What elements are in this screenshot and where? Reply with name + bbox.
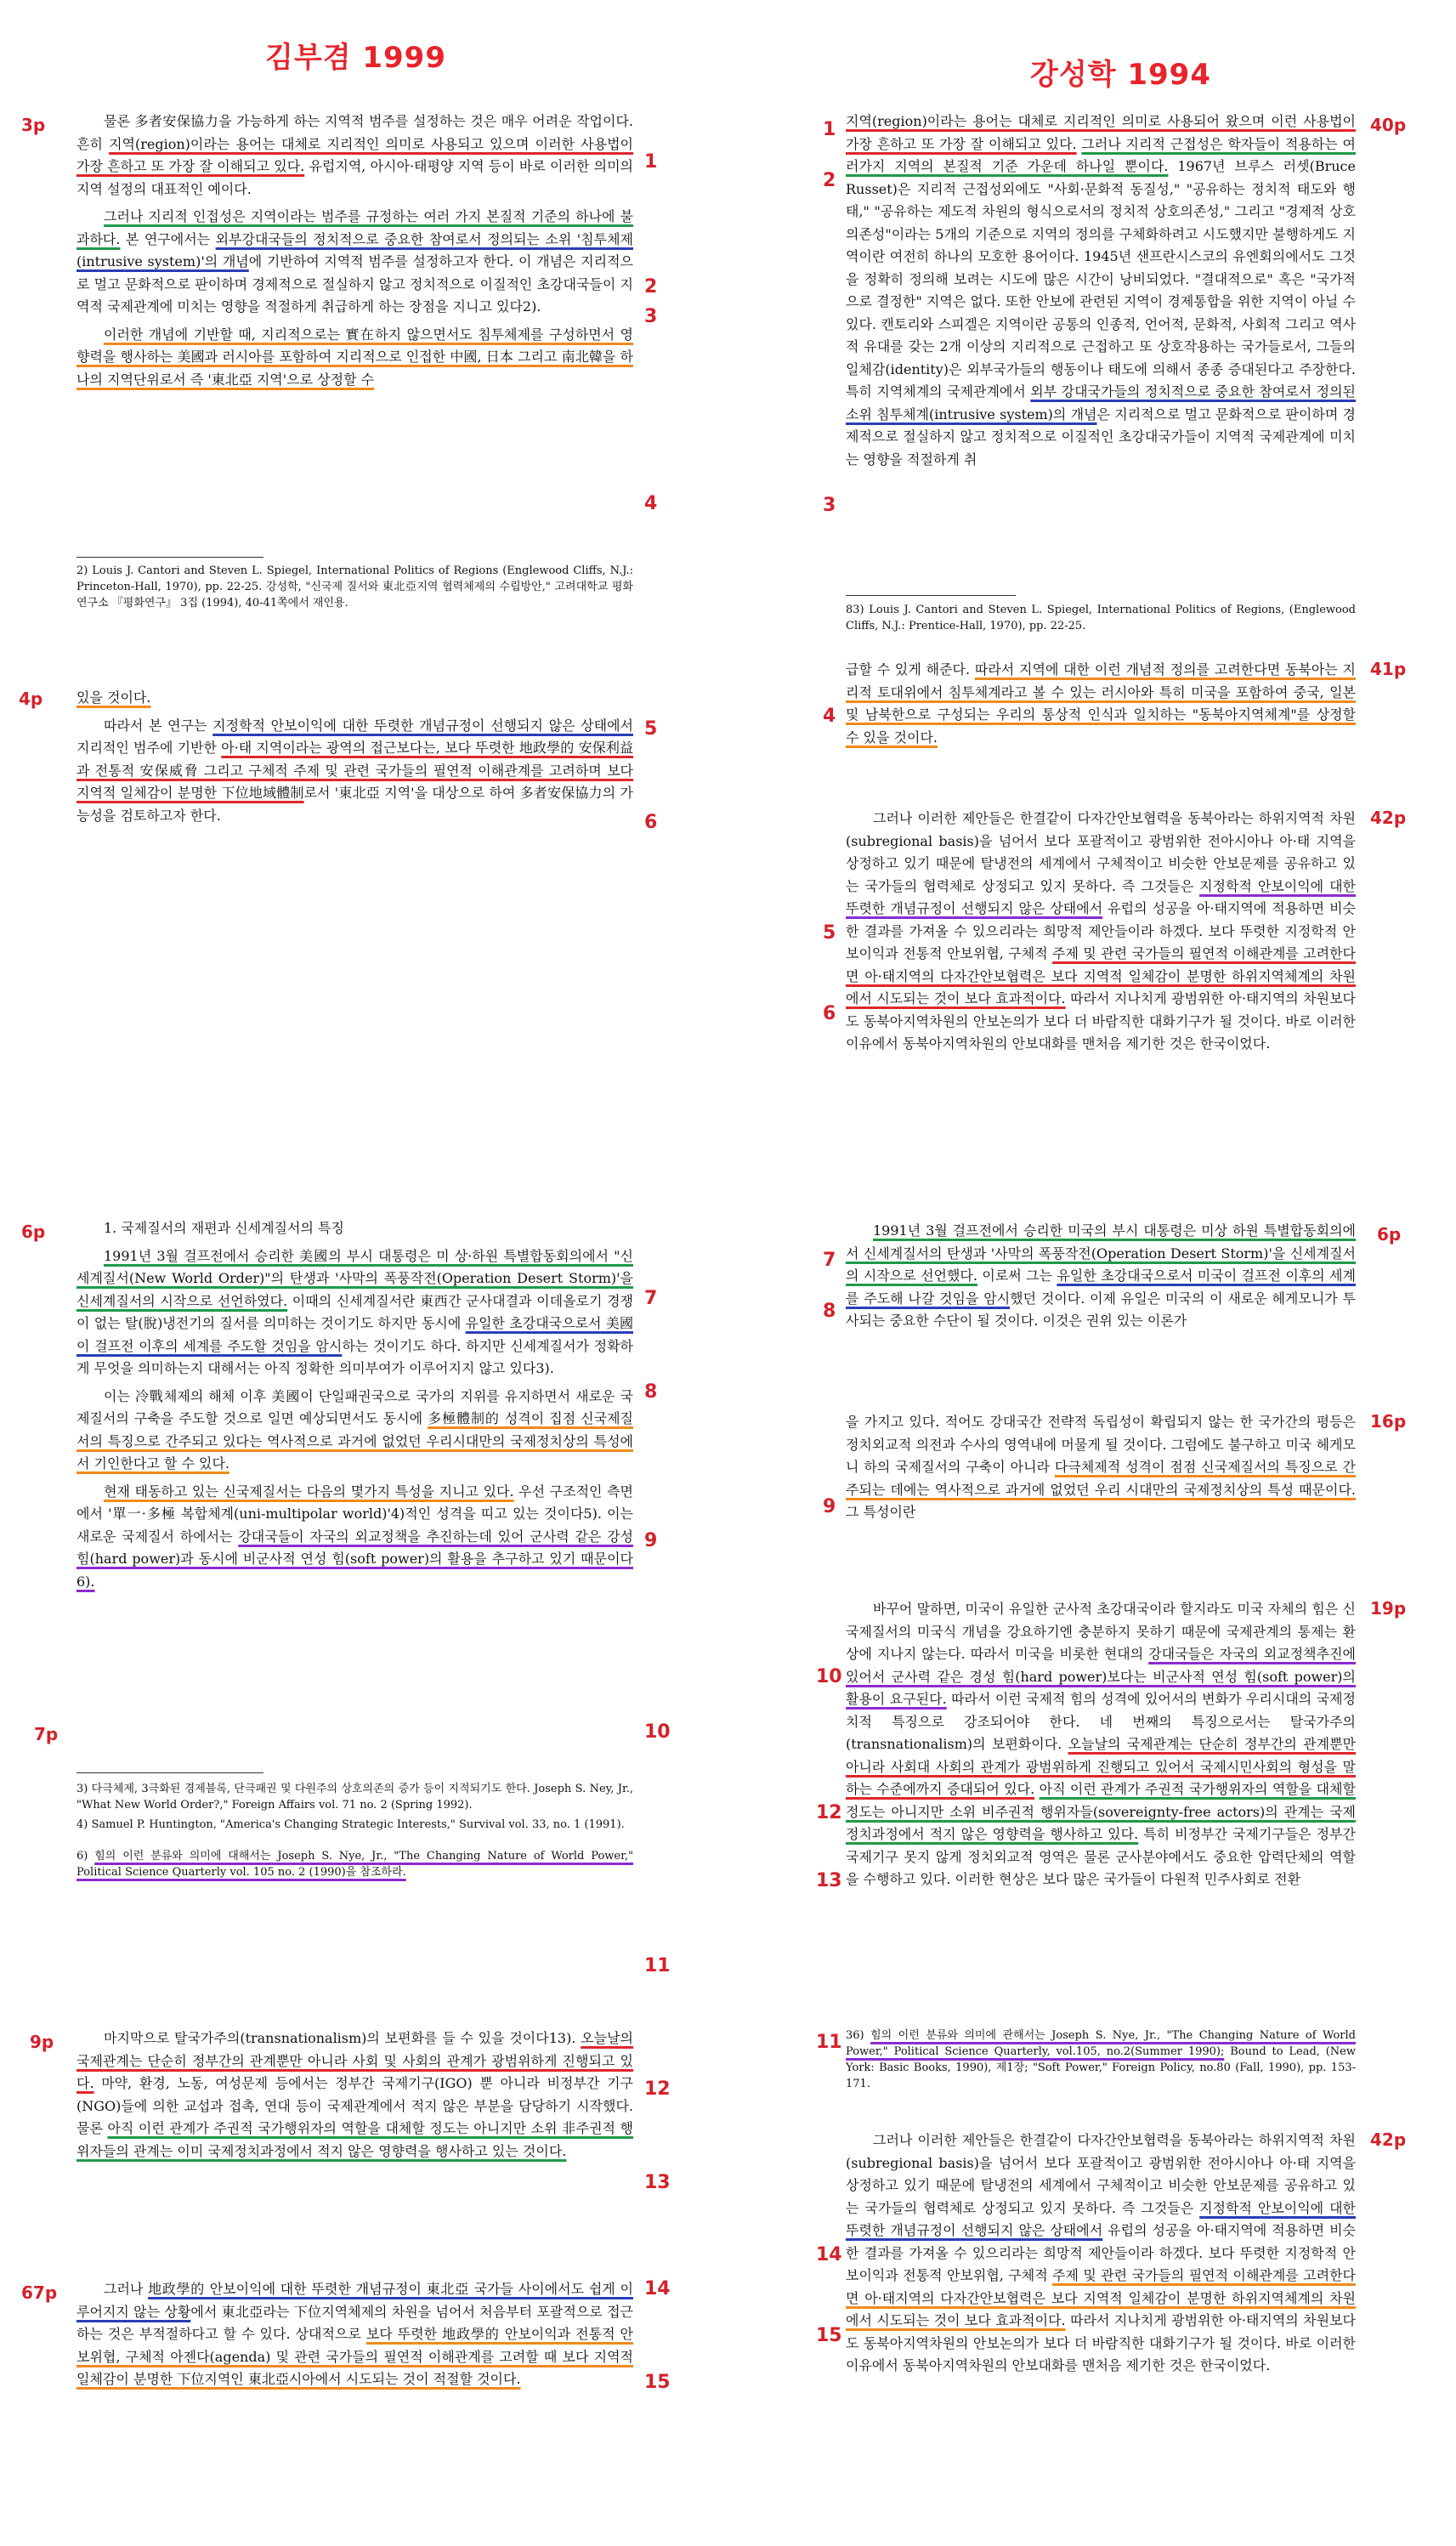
left-num-2: 2 <box>644 276 658 298</box>
right-num-5: 5 <box>823 922 836 944</box>
right-num-1: 1 <box>823 119 836 140</box>
left-block-3p <box>76 111 633 553</box>
left-footnote-4: 4) Samuel P. Huntington, "America's Changing Strategic Interests," Survival vol. 33, no. 1 (1991). <box>76 1818 625 1831</box>
left-num-11: 11 <box>644 1955 671 1976</box>
right-num-11: 11 <box>816 2032 842 2053</box>
right-title: 강성학 1994 <box>1030 58 1211 92</box>
left-page-67p: 67p <box>21 2282 58 2303</box>
right-42p-para-1: 그러나 이러한 제안들은 한결같이 다자간안보협력을 동북아라는 하위지역적 차원(subregional basis)을 넘어서 보다 포괄적이고 광범위한 전아시아나 아·태 지역을 상정하고 있기 때문에 탈냉전의 세계에서 구체적이고 비슷한 안보문제를 공유하고 있는 국가들의 협력체로 상정되고 있지 못하다. 즉 그것들은 지정학적 안보이익에 대한 뚜렷한 개념규정이 선행되지 않은 상태에서 유럽의 성공을 아·태지역에 적용하면 비슷한 결과를 가져올 수 있으리라는 희망적 제안들이라 하겠다. 보다 뚜렷한 지정학적 안보이익과 전통적 안보위협, 구체적 주제 및 관련 국가들의 필연적 이해관계를 고려한다면 아·태지역의 다자간안보협력은 보다 지역적 일체감이 분명한 하위지역체계의 차원에서 시도되는 것이 보다 효과적이다. 따라서 지나치게 광범위한 아·태지역의 차원보다도 동북아지역차원의 안보논의가 보다 더 바람직한 대화기구가 될 것이다. 바로 이러한 이유에서 동북아지역차원의 안보대화를 맨처음 제기한 것은 한국이었다. <box>846 810 1356 1052</box>
right-block-40p <box>846 111 1356 591</box>
left-page-3p: 3p <box>21 115 46 135</box>
right-footnote-36: 36) 힘의 이런 분류와 의미에 관해서는 Joseph S. Nye, Jr., "The Changing Nature of World Power," Political Science Quarterly, vol.105, no.2(Summer 1990); Bound to Lead, (New York: Basic Books, 1990), 제1장; "Soft Power," Foreign Policy, no.80 (Fall, 1990), pp. 153-171. <box>846 2029 1356 2090</box>
left-3p-para-2: 그러나 지리적 인접성은 지역이라는 범주를 규정하는 여러 가지 본질적 기준의 하나에 불과하다. 본 연구에서는 외부강대국들의 정치적으로 중요한 참여로서 정의되는 소위 '침투체제(intrusive system)'의 개념에 기반하여 지역적 범주를 설정하고자 한다. 이 개념은 지리적으로 멀고 문화적으로 판이하며 경제적으로 절실하지 않고 정치적으로 이질적인 초강대국들이 지역적 국제관계에 미치는 영향을 적절하게 취급하게 하는 장점을 지니고 있다2). <box>76 208 633 315</box>
right-num-13: 13 <box>816 1870 842 1891</box>
right-40p-footnotes <box>846 602 1356 653</box>
right-num-2: 2 <box>823 170 836 191</box>
left-num-7: 7 <box>644 1288 658 1309</box>
left-67p-para-1: 그러나 地政學的 안보이익에 대한 뚜렷한 개념규정이 東北亞 국가들 사이에서도 쉽게 이루어지지 않는 상황에서 東北亞라는 下位지역체제의 차원을 넘어서 처음부터 포괄적으로 접근하는 것은 부적절하다고 할 수 있다. 상대적으로 보다 뚜렷한 地政學的 안보이익과 전통적 안보위협, 구체적 아젠다(agenda) 및 관련 국가들의 필연적 이해관계를 고려할 때 보다 지역적 일체감이 분명한 下位지역인 東北亞시아에서 시도되는 것이 적절할 것이다. <box>76 2281 633 2387</box>
left-footnote-2: 2) Louis J. Cantori and Steven L. Spiegel, International Politics of Regions (Englewood Cliffs, N.J.: Princeton-Hall, 1970), pp. 22-25. 강성학, "신국제 질서와 東北亞지역 협력체제의 수립방안," 고려대학교 평화연구소 『평화연구』 3집 (1994), 40-41쪽에서 재인용. <box>76 564 633 610</box>
left-6p-footnote-rule <box>76 1772 263 1773</box>
left-6p-para-2: 이는 冷戰체제의 해체 이후 美國이 단일패권국으로 국가의 지위를 유지하면서 새로운 국제질서의 구축을 주도할 것으로 일면 예상되면서도 동시에 多極體制的 성격이 집점 신국제질서의 특징으로 간주되고 있다는 역사적으로 과거에 없었던 우리시대만의 국제정치상의 특성에서 기인한다고 할 수 있다. <box>76 1387 633 1471</box>
left-page-4p: 4p <box>19 689 43 709</box>
right-num-3: 3 <box>823 495 836 516</box>
right-page-19p: 19p <box>1370 1598 1407 1619</box>
left-num-14: 14 <box>644 2278 671 2299</box>
left-num-4: 4 <box>644 493 658 514</box>
left-page-7p: 7p <box>34 1724 59 1744</box>
left-3p-footnote-rule <box>76 557 263 558</box>
right-footnote-83: 83) Louis J. Cantori and Steven L. Spiegel, International Politics of Regions, (Englewood Cliffs, N.J.: Prentice-Hall, 1970), pp. 22-25. <box>846 604 1356 632</box>
left-num-8: 8 <box>644 1381 658 1403</box>
right-6p-para-1: 1991년 3월 걸프전에서 승리한 미국의 부시 대통령은 미상 하원 특별합동회의에서 신세계질서의 탄생과 '사막의 폭풍작전(Operation Desert Storm)'을 신세계질서의 시작으로 선언했다. 이로써 그는 유일한 초강대국으로서 미국이 걸프전 이후의 세계를 주도해 나갈 것임을 암시했던 것이다. 이제 유일은 미국의 이 새로운 헤게모니가 투사되는 중요한 수단이 될 것이다. 이것은 권위 있는 이론가 <box>846 1222 1356 1329</box>
left-4p-para-2: 따라서 본 연구는 지정학적 안보이익에 대한 뚜렷한 개념규정이 선행되지 않은 상태에서 지리적인 범주에 기반한 아·태 지역이라는 광역의 접근보다는, 보다 뚜렷한 地政學的 安保利益과 전통적 安保威脅 그리고 구체적 주제 및 관련 국가들의 필연적 이해관계를 고려하며 보다 지역적 일체감이 분명한 下位地域體制로서 '東北亞 지역'을 대상으로 하여 多者安保協力의 가능성을 검토하고자 한다. <box>76 717 633 824</box>
left-3p-para-1: 물론 多者安保協力을 가능하게 하는 지역적 범주를 설정하는 것은 매우 어려운 작업이다. 흔히 지역(region)이라는 용어는 대체로 지리적인 의미로 사용되고 있으며 이러한 사용법이 가장 흔하고 또 가장 잘 이해되고 있다. 유럽지역, 아시아·태평양 지역 등이 바로 이러한 의미의 지역 설정의 대표적인 예이다. <box>76 113 633 197</box>
right-num-15: 15 <box>816 2325 842 2346</box>
right-16p-para-1: 을 가지고 있다. 적어도 강대국간 전략적 독립성이 확립되지 않는 한 국가간의 평등은 정치외교적 의전과 수사의 영역내에 머물게 될 것이다. 그럼에도 불구하고 미국 헤게모니 하의 국제질서의 구축이 아니라 다극체제적 성격이 점점 신국제질서의 특징으로 간주되는 데에는 역사적으로 과거에 없었던 우리 시대만의 국제정치상의 특성 때문이다. 그 특성이란 <box>846 1414 1356 1520</box>
left-num-12: 12 <box>644 2078 671 2100</box>
right-40p-para-1: 지역(region)이라는 용어는 대체로 지리적인 의미로 사용되어 왔으며 이런 사용법이 가장 흔하고 또 가장 잘 이해되고 있다. 그러나 지리적 근접성은 학자들이 적용하는 여러가지 지역의 본질적 기준 가운데 하나일 뿐이다. 1967년 브루스 러셋(Bruce Russet)은 지리적 근접성외에도 "사회·문화적 동질성," "공유하는 정치적 태도와 행태," "공유하는 제도적 차원의 형식으로서의 정치적 상호의존성," 그리고 "경제적 상호의존성"이라는 5개의 기준으로 지역의 정의를 구체화하려고 시도했지만 불행하게도 지역이란 여전히 하나의 모호한 용어이다. 1945년 샌프란시스코의 유엔회의에서도 그것을 정확히 정의해 보려는 시도에 많은 시간이 낭비되었다. "결대적으로" 혹은 "국가적으로 결정한" 지역은 없다. 또한 안보에 관련된 지역이 경제통합을 위한 지역이 아닐 수 있다. 캔토리와 스피겔은 지역이란 공통의 인종적, 언어적, 문화적, 사회적 그리고 역사적 유대를 갖는 2개 이상의 지리적으로 근접하고 또 상호작용하는 국가들로서, 그들의 일체감(identity)은 외부국가들의 행동이나 태도에 의해서 종종 증대된다고 주장한다. 특히 지역체계의 국제관계에서 외부 강대국가들의 정치적으로 중요한 참여로서 정의된 소위 침투체계(intrusive system)의 개념은 지리적으로 멀고 문화적으로 판이하며 경제적으로 절실하지 않고 정치적으로 이질적인 초강대국가들이 지역적 국제관계에 미치는 영향을 적절하게 취 <box>846 113 1356 468</box>
left-block-6p <box>76 1217 633 1761</box>
right-page-42p-a: 42p <box>1370 808 1407 828</box>
right-page-16p: 16p <box>1370 1411 1407 1432</box>
right-block-16p <box>846 1411 1356 1556</box>
left-num-3: 3 <box>644 306 658 327</box>
right-num-10: 10 <box>816 1666 842 1687</box>
left-6p-footnotes <box>76 1781 633 1993</box>
right-19p-para-1: 바꾸어 말하면, 미국이 유일한 군사적 초강대국이라 할지라도 미국 자체의 힘은 신국제질서의 미국식 개념을 강요하기엔 충분하지 못하기 때문에 국제관계의 통제는 환상에 지나지 않는다. 따라서 미국을 비롯한 현대의 강대국들은 자국의 외교정책추진에 있어서 군사력 같은 경성 힘(hard power)보다는 비군사적 연성 힘(soft power)의 활용이 요구된다. 따라서 이런 국제적 힘의 성격에 있어서의 변화가 우리시대의 국제정치적 특징으로 강조되어야 한다. 네 번째의 특징으로서는 탈국가주의(transnationalism)의 보편화이다. 오늘날의 국제관계는 단순히 정부간의 관계뿐만 아니라 사회대 사회의 관계가 광범위하게 진행되고 있어서 국제시민사회의 형성을 말하는 수준에까지 증대되어 있다. 아직 이런 관계가 주권적 국가행위자의 역할을 대체할 정도는 아니지만 소위 비주권적 행위자들(sovereignty-free actors)의 관계는 국제정치과정에서 적지 않은 영향력을 행사하고 있다. 특히 비정부간 국제기구들은 정부간 국제기구 못지 않게 정치외교적 영역은 물론 군사분야에서도 중요한 압력단체의 역할을 수행하고 있다. 이러한 현상은 보다 많은 국가들이 다원적 민주사회로 전환 <box>846 1601 1356 1887</box>
left-block-9p <box>76 2027 633 2240</box>
right-num-6: 6 <box>823 1003 836 1024</box>
left-6p-para-1: 1991년 3월 걸프전에서 승리한 美國의 부시 대통령은 미 상·하원 특별합동회의에서 "신세계질서(New World Order)"의 탄생과 '사막의 폭풍작전(Operation Desert Storm)'을 신세계질서의 시작으로 선언하였다. 이때의 신세계질서란 東西간 군사대결과 이데올로기 경쟁이 없는 탈(脫)냉전기의 질서를 의미하는 것이기도 하지만 동시에 유일한 초강대국으로서 美國이 걸프전 이후의 세계를 주도할 것임을 암시하는 것이기도 하다. 하지만 신세계질서가 정확하게 무엇을 의미하는지 대해서는 아직 정확한 의미부여가 이루어지지 않고 있다3). <box>76 1247 633 1376</box>
left-num-1: 1 <box>644 151 658 173</box>
left-footnote-6: 6) 힘의 이런 분류와 의미에 대해서는 Joseph S. Nye, Jr., "The Changing Nature of World Power," Political Science Quarterly vol. 105 no. 2 (1990)을 참조하라. <box>76 1850 633 1879</box>
left-block-67p <box>76 2278 633 2465</box>
left-num-6: 6 <box>644 812 658 833</box>
left-page-9p: 9p <box>30 2032 54 2052</box>
left-title: 김부겸 1999 <box>265 41 446 75</box>
right-page-41p: 41p <box>1370 659 1407 679</box>
left-3p-para-3: 이러한 개념에 기반할 때, 지리적으로는 實在하지 않으면서도 침투체제를 구성하면서 영향력을 행사하는 美國과 러시아를 포함하여 지리적으로 인접한 中國, 日本 그리고 南北韓을 하나의 지역단위로서 즉 '東北亞 지역'으로 상정할 수 <box>76 326 633 388</box>
left-section-heading: 1. 국제질서의 재편과 신세계질서의 특징 <box>104 1220 344 1236</box>
right-num-7: 7 <box>823 1250 836 1271</box>
right-block-19p <box>846 1598 1356 2023</box>
left-page-6p: 6p <box>21 1222 46 1242</box>
right-42p-b-para-1: 그러나 이러한 제안들은 한결같이 다자간안보협력을 동북아라는 하위지역적 차원(subregional basis)을 넘어서 보다 포괄적이고 광범위한 전아시아나 아·태 지역을 상정하고 있기 때문에 탈냉전의 세계에서 구체적이고 비슷한 안보문제를 공유하고 있는 국가들의 협력체로 상정되고 있지 못하다. 즉 그것들은 지정학적 안보이익에 대한 뚜렷한 개념규정이 선행되지 않은 상태에서 유럽의 성공을 아·태지역에 적용하면 비슷한 결과를 가져올 수 있으리라는 희망적 제안들이라 하겠다. 보다 뚜렷한 지정학적 안보이익과 전통적 안보위협, 구체적 주제 및 관련 국가들의 필연적 이해관계를 고려한다면 아·태지역의 다자간안보협력은 보다 지역적 일체감이 분명한 하위지역체계의 차원에서 시도되는 것이 보다 효과적이다. 따라서 지나치게 광범위한 아·태지역의 차원보다도 동북아지역차원의 안보논의가 보다 더 바람직한 대화기구가 될 것이다. 바로 이러한 이유에서 동북아지역차원의 안보대화를 맨처음 제기한 것은 한국이었다. <box>846 2132 1356 2373</box>
right-41p-para-1: 급할 수 있게 해준다. 따라서 지역에 대한 이런 개념적 정의를 고려한다면 동북아는 지리적 토대위에서 침투체계라고 볼 수 있는 러시아와 특히 미국을 포함하여 중국, 일본 및 남북한으로 구성되는 우리의 통상적 인식과 일치하는 "동북아지역체계"를 상정할 수 있을 것이다. <box>846 661 1356 746</box>
right-footnote-block <box>846 2027 1356 2112</box>
left-num-13: 13 <box>644 2172 671 2193</box>
right-num-4: 4 <box>823 706 836 727</box>
left-3p-footnotes <box>76 563 633 656</box>
left-9p-para-1: 마지막으로 탈국가주의(transnationalism)의 보편화를 들 수 있을 것이다13). 오늘날의 국제관계는 단순히 정부간의 관계뿐만 아니라 사회 및 사회의 관계가 광범위하게 진행되고 있다. 마약, 환경, 노동, 여성문제 등에서는 정부간 국제기구(IGO) 뿐 아니라 비정부간 기구(NGO)들에 의한 교섭과 접촉, 연대 등이 국제관계에서 적지 않은 부분을 담당하기 시작했다. 물론 아직 이런 관계가 주권적 국가행위자의 역할을 대체할 정도는 아니지만 소위 非주권적 행위자들의 관계는 이미 국제정치과정에서 적지 않은 영향력을 행사하고 있는 것이다. <box>76 2030 633 2159</box>
left-num-9: 9 <box>644 1530 658 1551</box>
left-6p-para-3: 현재 태동하고 있는 신국제질서는 다음의 몇가지 특성을 지니고 있다. 우선 구조적인 측면에서 '單一·多極 복합체계(uni-multipolar world)'4)적인 성격을 띠고 있는 것이다5). 이는 새로운 국제질서 하에서는 강대국들이 자국의 외교정책을 추진하는데 있어 군사력 같은 강성 힘(hard power)과 동시에 비군사적 연성 힘(soft power)의 활용을 추구하고 있기 때문이다6). <box>76 1483 633 1590</box>
left-block-4p <box>76 687 633 916</box>
right-block-6p <box>846 1220 1356 1356</box>
right-40p-footnote-rule <box>846 595 1016 596</box>
left-num-15: 15 <box>644 2372 671 2393</box>
right-num-9: 9 <box>823 1496 836 1517</box>
left-num-10: 10 <box>644 1721 671 1743</box>
right-page-6p: 6p <box>1377 1224 1402 1245</box>
right-page-42p-b: 42p <box>1370 2129 1407 2150</box>
right-num-14: 14 <box>816 2244 842 2265</box>
left-num-5: 5 <box>644 718 658 740</box>
right-block-42p-a <box>846 808 1356 1165</box>
right-block-41p <box>846 659 1356 778</box>
left-4p-para-1: 있을 것이다. <box>76 689 151 706</box>
right-num-12: 12 <box>816 1802 842 1823</box>
right-block-42p-b <box>846 2129 1356 2486</box>
left-footnote-3: 3) 다극체제, 3극화된 경제블록, 단극패권 및 다원주의 상호의존의 증가 등이 지적되기도 한다. Joseph S. Ney, Jr., "What New World Order?," Foreign Affairs vol. 71 no. 2 (Spring 1992). <box>76 1783 633 1812</box>
right-num-8: 8 <box>823 1301 836 1322</box>
right-page-40p: 40p <box>1370 115 1407 135</box>
